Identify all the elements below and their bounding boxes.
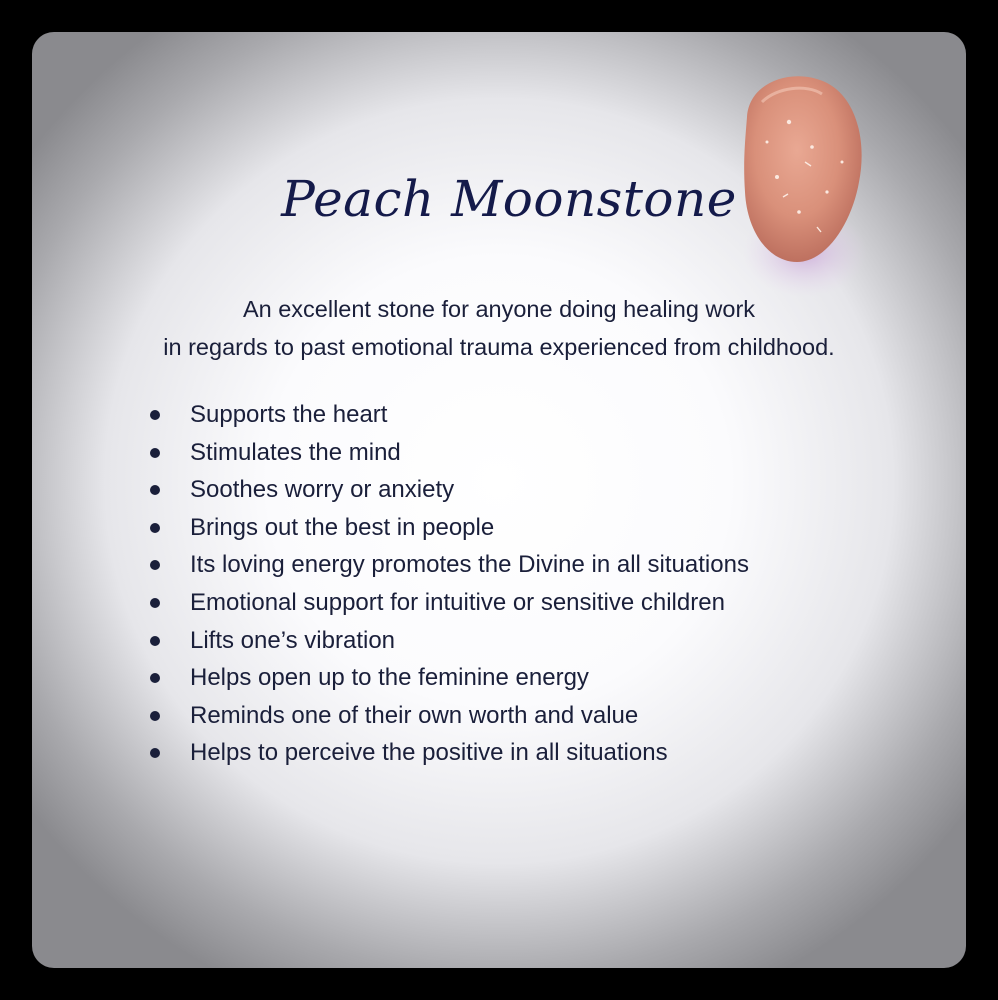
bullet-icon xyxy=(150,448,160,458)
bullet-icon xyxy=(150,673,160,683)
list-item-text: Brings out the best in people xyxy=(190,513,495,541)
list-item xyxy=(144,471,749,509)
list-item-text: Supports the heart xyxy=(190,401,388,428)
list-item-text: Helps to perceive the positive in all situations xyxy=(190,739,668,767)
bullet-icon xyxy=(150,410,160,420)
list-item-text: Emotional support for intuitive or sensitive children xyxy=(190,588,725,616)
benefits-list xyxy=(144,396,749,772)
list-item xyxy=(144,659,749,697)
bullet-icon xyxy=(150,598,160,608)
list-item xyxy=(144,622,749,660)
intro-line-2: in regards to past emotional trauma experienced from childhood. xyxy=(163,334,835,360)
list-item xyxy=(144,584,749,622)
list-item xyxy=(144,734,749,772)
list-item-text: Reminds one of their own worth and value xyxy=(190,701,639,729)
list-item xyxy=(144,697,749,735)
list-item-text: Lifts one’s vibration xyxy=(190,626,396,654)
list-item-text: Stimulates the mind xyxy=(190,438,401,466)
bullet-icon xyxy=(150,636,160,646)
bullet-icon xyxy=(150,485,160,495)
bullet-icon xyxy=(150,711,160,721)
list-item-text: Helps open up to the feminine energy xyxy=(190,664,589,692)
list-item xyxy=(144,546,749,584)
bullet-icon xyxy=(150,560,160,570)
list-item-text: Its loving energy promotes the Divine in all situations xyxy=(190,551,749,579)
list-item xyxy=(144,509,749,547)
bullet-icon xyxy=(150,748,160,758)
list-item xyxy=(144,396,749,434)
intro-paragraph xyxy=(32,290,966,366)
page-title: Peach Moonstone xyxy=(281,170,737,228)
intro-line-1: An excellent stone for anyone doing healing work xyxy=(242,296,756,322)
list-item-text: Soothes worry or anxiety xyxy=(190,476,455,504)
bullet-icon xyxy=(150,523,160,533)
stone-info-card xyxy=(32,32,966,968)
list-item xyxy=(144,434,749,472)
